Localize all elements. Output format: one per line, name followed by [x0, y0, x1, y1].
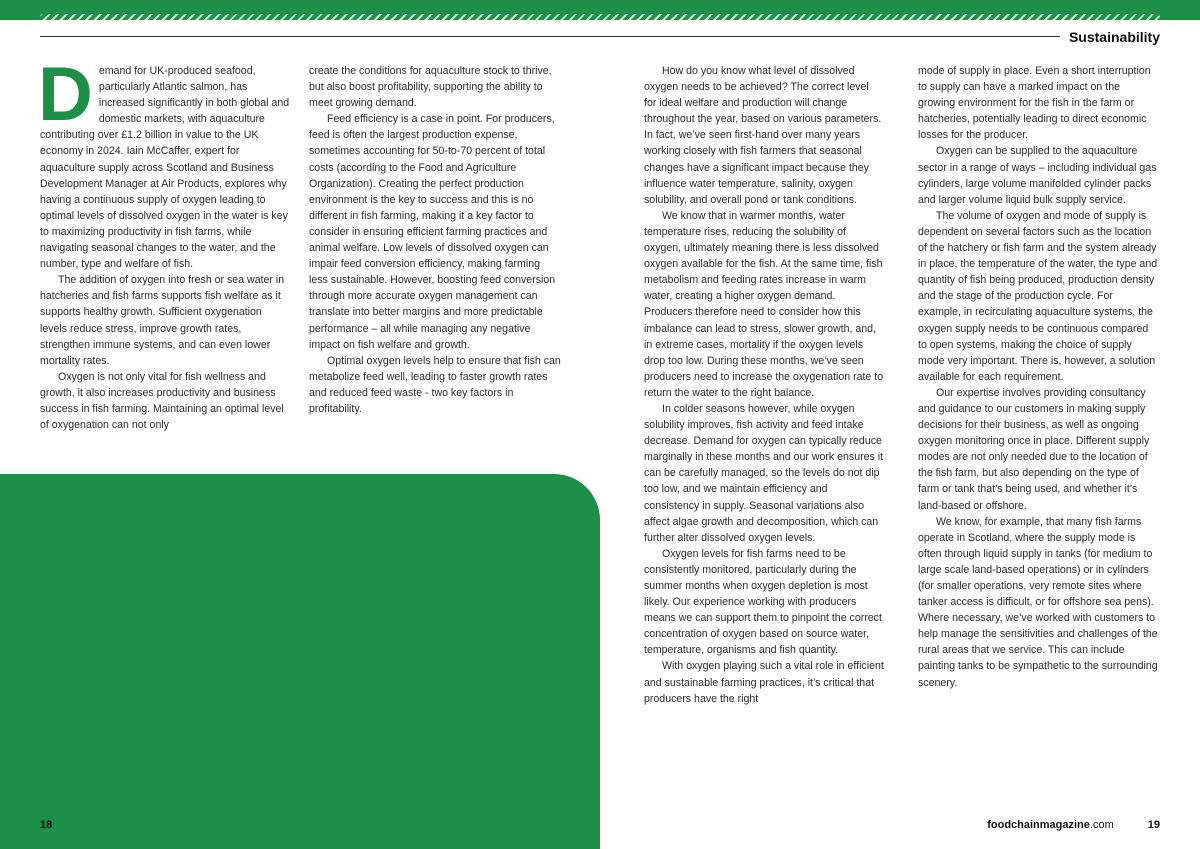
- article-column-4: [918, 63, 1158, 691]
- drop-cap: D: [38, 52, 93, 137]
- paragraph: We know, for example, that many fish farms operate in Scotland, where the supply mode is often through liquid supply in tanks (for medium to large scale land-based operations) or in cylinders (for smaller operations, very remote sites where tanker access is difficult, or for offshore sea pens). Where necessary, we’ve worked with customers to help manage the sensitivities and challenges of the rural areas that we service. This can include painting tanks to be sympathetic to the surrounding scenery.: [918, 515, 1158, 689]
- page-number-left: 18: [40, 819, 53, 831]
- green-decorative-block: [0, 474, 600, 849]
- section-label: Sustainability: [1068, 29, 1160, 45]
- article-column-2: [309, 63, 561, 417]
- article-column-3: [644, 63, 884, 707]
- paragraph: Oxygen can be supplied to the aquaculture sector in a range of ways – including individual gas cylinders, large volume manifolded cylinder packs and larger volume liquid bulk supply service.: [918, 145, 1157, 206]
- paragraph: In colder seasons however, while oxygen solubility improves, fish activity and feed intake decrease. Demand for oxygen can typically reduce marginally in these months and our work ensures it can be carefully managed, so the levels do not dip too low, and we maintain efficiency and consistency in supply. Seasonal variations also affect algae growth and decomposition, which can further alter dissolved oxygen levels.: [644, 402, 884, 544]
- paragraph: Oxygen levels for fish farms need to be consistently monitored, particularly during the summer months when oxygen depletion is most likely. Our experience working with producers means we can support them to pinpoint the correct concentration of oxygen based on source water, temperature, organisms and fish quantity.: [644, 547, 882, 657]
- paragraph: We know that in warmer months, water temperature rises, reducing the solubility of oxygen, ultimately meaning there is less dissolved oxygen available for the fish. At the same time, fish metabolism and feeding rates increase in warm water, creating a higher oxygen demand. Producers therefore need to consider how this imbalance can lead to stress, slower growth, and, in extreme cases, mortality if the oxygen levels drop too low. During these months, we’ve seen producers need to increase the oxygenation rate to return the water to the right balance.: [644, 209, 884, 399]
- paragraph: Demand for UK-produced seafood, particularly Atlantic salmon, has increased significantly in both global and domestic markets, with aquaculture contributing over £1.2 billion in value to the UK economy in 2024. Iain McCaffer, expert for aquaculture supply across Scotland and Business Development Manager at Air Products, explores why having a continuous supply of oxygen leading to optimal levels of dissolved oxygen in the water is key to maximizing productivity in fish farms, while navigating seasonal changes to the water, and the number, type and welfare of fish.: [38, 52, 290, 271]
- paragraph: With oxygen playing such a vital role in efficient and sustainable farming practices, it’s critical that producers have the right: [644, 660, 884, 705]
- site-tld: .com: [1089, 819, 1114, 831]
- footer-right: [987, 819, 1160, 831]
- article-column-1: [38, 52, 290, 433]
- page-number-right: 19: [1147, 819, 1160, 831]
- paragraph: The addition of oxygen into fresh or sea water in hatcheries and fish farms supports fish welfare as it supports healthy growth. Sufficient oxygenation levels reduce stress, improve growth rates, strengthen immune systems, and can even lower mortality rates.: [40, 274, 285, 367]
- paragraph: Optimal oxygen levels help to ensure that fish can metabolize feed well, leading to faster growth rates and reduced feed waste - two key factors in profitability.: [309, 354, 561, 415]
- paragraph: The volume of oxygen and mode of supply is dependent on several factors such as the location of the hatchery or fish farm and the system already in place, the temperature of the water, the type and quantity of fish being produced, production density and the stage of the production cycle. For example, in recirculating aquaculture systems, the oxygen supply needs to be continuous compared to open systems, making the choice of supply mode very important. There is, however, a solution available for each requirement.: [918, 209, 1158, 383]
- site-name: foodchainmagazine: [987, 819, 1090, 831]
- paragraph: mode of supply in place. Even a short interruption to supply can have a marked impact on the growing environment for the fish in the farm or hatcheries, potentially leading to direct economic losses for the producer.: [918, 65, 1151, 142]
- paragraph: Our expertise involves providing consultancy and guidance to our customers in making supply decisions for their business, as well as ongoing oxygen monitoring once in place. Different supply modes are not only needed due to the location of the fish farm, but also depending on the type of farm or tank that’s being used, and whether it’s land-based or offshore.: [918, 386, 1150, 512]
- top-hatch-strip: [40, 14, 1160, 20]
- paragraph: Feed efficiency is a case in point. For producers, feed is often the largest production expense, sometimes accounting for 50-to-70 percent of total costs (according to the Food and Agriculture Organization). Creating the perfect production environment is the key to success and this is no different in fish farming, making it a key factor to consider in ensuring efficient farming practices and animal welfare. Low levels of dissolved oxygen can impair feed conversion efficiency, making farming less sustainable. However, boosting feed conversion through more accurate oxygen management can translate into better margins and more predictable performance – all while managing any negative impact on fish welfare and growth.: [309, 113, 556, 351]
- header-rule: [40, 36, 1060, 37]
- paragraph: How do you know what level of dissolved oxygen needs to be achieved? The correct level for ideal welfare and production will change throughout the year, based on various parameters. In fact, we’ve seen first-hand over many years working closely with fish farmers that seasonal changes have a significant impact because they influence water temperature, salinity, oxygen solubility, and overall pond or tank conditions.: [644, 65, 882, 206]
- paragraph: Oxygen is not only vital for fish wellness and growth, it also increases productivity and business success in fish farming. Maintaining an optimal level of oxygenation can not only: [40, 370, 284, 432]
- paragraph: create the conditions for aquaculture stock to thrive, but also boost profitability, supporting the ability to meet growing demand.: [309, 65, 552, 110]
